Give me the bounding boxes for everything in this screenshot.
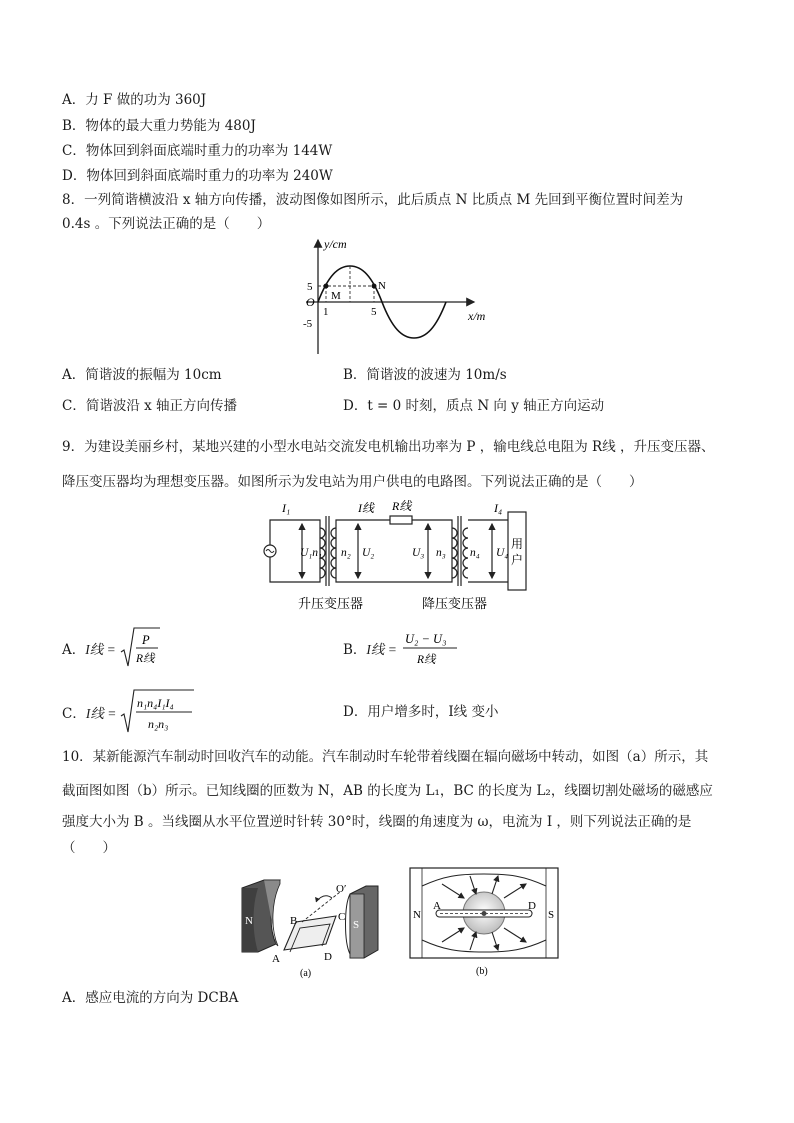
q9-option-b xyxy=(343,626,461,670)
fig-a-caption: (a) xyxy=(300,968,312,979)
q9-a-denominator: R线 xyxy=(135,653,155,665)
x-tick-5: 5 xyxy=(371,306,377,318)
m-label: M xyxy=(331,290,341,302)
resistor-label: R线 xyxy=(392,499,412,513)
label-u2: U₂ xyxy=(362,547,375,559)
fig-a-b-label: B xyxy=(290,915,298,927)
q8-stem-line1: 8．一列简谐横波沿 x 轴方向传播，波动图像如图所示，此后质点 N 比质点 M 先回到平衡位置时间差为 xyxy=(62,192,684,208)
q9-stem-line2: 降压变压器均为理想变压器。如图所示为发电站为用户供电的电路图。下列说法正确的是（ ） xyxy=(62,474,643,490)
q8-option-a: A．简谐波的振幅为 10cm xyxy=(62,367,222,383)
step-down-label: 降压变压器 xyxy=(422,597,488,612)
label-n4: n₄ xyxy=(470,547,480,559)
fig-a-c-label: C xyxy=(338,911,346,923)
q9-b-numerator: U₂ − U₃ xyxy=(404,632,447,646)
q8-option-d: D．t = 0 时刻，质点 N 向 y 轴正方向运动 xyxy=(343,398,605,414)
wave-graph xyxy=(296,234,496,360)
q9-c-denominator: n₂n₃ xyxy=(148,717,169,731)
q10-stem-line2: 截面图如图（b）所示。已知线圈的匝数为 N，AB 的长度为 L₁，BC 的长度为 L₂，线圈切割处磁场的磁感应 xyxy=(62,783,713,799)
q9-option-a-label: A． xyxy=(62,642,86,658)
fig-a-n-label: N xyxy=(245,915,253,927)
x-axis-label: x/m xyxy=(468,309,486,323)
fig-b-n-label: N xyxy=(413,909,421,921)
fig-b-caption: (b) xyxy=(476,966,488,977)
figure-a-generator xyxy=(236,876,386,980)
q10-stem-line4: （ ） xyxy=(62,840,116,856)
q9-option-c-symbol: I线 = xyxy=(85,706,117,721)
fig-b-a-label: A xyxy=(433,900,441,912)
q8-option-c: C．简谐波沿 x 轴正方向传播 xyxy=(62,398,238,414)
step-up-label: 升压变压器 xyxy=(298,597,364,612)
q10-stem-line1: 10．某新能源汽车制动时回收汽车的动能。汽车制动时车轮带着线圈在辐向磁场中转动，如图（a）所示，其 xyxy=(62,749,709,765)
q9-b-denominator: R线 xyxy=(416,654,436,666)
q7-option-d: D．物体回到斜面底端时重力的功率为 240W xyxy=(62,168,333,184)
q8-option-b: B．简谐波的波速为 10m/s xyxy=(343,367,507,383)
q9-option-b-symbol: I线 = xyxy=(366,642,397,657)
q9-option-b-label: B． xyxy=(343,642,367,658)
label-u4: U₄ xyxy=(496,547,509,559)
point-m xyxy=(324,284,329,289)
fig-a-o-label: O′ xyxy=(336,883,347,895)
q10-option-a: A．感应电流的方向为 DCBA xyxy=(62,990,239,1006)
fig-b-s-label: S xyxy=(548,909,555,921)
line-resistor xyxy=(390,516,412,524)
q9-c-numerator: n₁n₄I₁I₄ xyxy=(137,696,175,710)
q10-stem-line3: 强度大小为 B 。当线圈从水平位置逆时针转 30°时，线圈的角速度为 ω，电流为 I ，则下列说法正确的是 xyxy=(62,814,692,830)
q9-option-c-label: C． xyxy=(62,706,86,722)
q9-a-numerator: P xyxy=(141,633,150,647)
label-u3: U₃ xyxy=(412,547,425,559)
q9-option-a-symbol: I线 = xyxy=(85,642,116,657)
q7-option-a: A．力 F 做的功为 360J xyxy=(62,92,207,108)
figure-b-radial-field xyxy=(408,866,560,980)
origin-label: O xyxy=(306,295,315,309)
current-i-line: I线 xyxy=(358,501,374,515)
fig-b-d-label: D xyxy=(528,900,536,912)
user-label-1: 用 xyxy=(511,537,524,551)
label-n3: n₃ xyxy=(436,547,446,559)
fig-a-s-label: S xyxy=(353,919,360,931)
label-u1n1: U₁n₁ xyxy=(300,547,323,559)
fig-a-d-label: D xyxy=(324,951,332,963)
fig-a-a-label: A xyxy=(272,953,280,965)
point-n xyxy=(372,284,377,289)
q9-stem-line1: 9．为建设美丽乡村，某地兴建的小型水电站交流发电机输出功率为 P ，输电线总电阻为 R线 ，升压变压器、 xyxy=(62,439,715,455)
q7-option-c: C．物体回到斜面底端时重力的功率为 144W xyxy=(62,143,333,159)
q9-option-a xyxy=(62,626,160,670)
current-i1: I₁ xyxy=(282,501,291,515)
y-tick-5: 5 xyxy=(307,281,313,293)
y-tick-neg5: -5 xyxy=(303,318,313,330)
y-axis-label: y/cm xyxy=(324,237,347,251)
user-label-2: 户 xyxy=(511,553,524,567)
x-tick-1: 1 xyxy=(323,306,329,318)
current-i4: I₄ xyxy=(494,501,503,515)
q9-option-d: D．用户增多时，I线 变小 xyxy=(343,704,499,720)
label-n2: n₂ xyxy=(341,547,351,559)
q8-stem-line2: 0.4s 。下列说法正确的是（ ） xyxy=(62,216,271,232)
power-circuit-diagram xyxy=(262,498,532,616)
q7-option-b: B．物体的最大重力势能为 480J xyxy=(62,118,256,134)
n-label: N xyxy=(378,280,386,292)
q9-option-c xyxy=(62,688,194,736)
